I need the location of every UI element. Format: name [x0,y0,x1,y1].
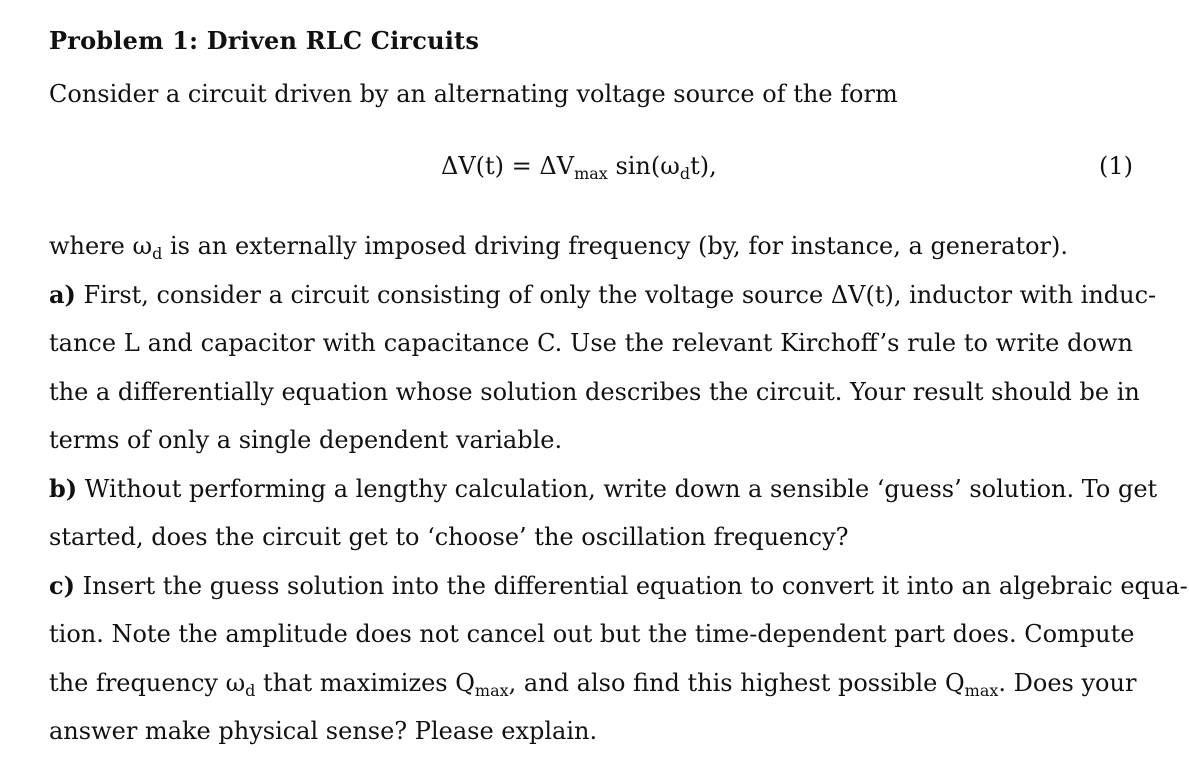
part-c-subscript-3: max [964,681,999,700]
part-c-text-3d: . Does your [998,669,1137,697]
where-pre: where ω [49,232,153,260]
equation-rhs-subscript: d [679,164,691,183]
equation-lhs: ΔV(t) = ΔV [441,152,575,180]
part-a-line-2: tance L and capacitor with capacitance C. Use the relevant Kirchoff’s rule to write down [49,329,1133,357]
part-b-text-1: Without performing a lengthy calculation, write down a sensible ‘guess’ solution. To get [77,475,1158,503]
where-line [49,231,1133,261]
problem-heading: Problem 1: Driven RLC Circuits [49,26,480,55]
part-c-line-4: answer make physical sense? Please explain. [49,717,598,745]
part-c-text-3a: the frequency ω [49,669,246,697]
intro-text: Consider a circuit driven by an alternating voltage source of the form [49,80,898,108]
part-a-line-3: the a differentially equation whose solution describes the circuit. Your result should be in [49,378,1140,406]
part-c-line-1 [49,571,1188,601]
part-c-text-3b: that maximizes Q [255,669,475,697]
part-c-line-2: tion. Note the amplitude does not cancel out but the time-dependent part does. Compute [49,620,1135,648]
equation-lhs-subscript: max [574,164,608,183]
part-a-text-1: First, consider a circuit consisting of only the voltage source ΔV(t), inductor with induc- [75,281,1157,309]
part-c-subscript-2: max [474,681,509,700]
part-b-line-2: started, does the circuit get to ‘choose’ the oscillation frequency? [49,523,849,551]
part-c-text-1: Insert the guess solution into the differential equation to convert it into an algebraic equa- [74,572,1188,600]
where-subscript: d [152,244,163,263]
part-c-label: c) [49,571,75,600]
equation-number: (1) [1099,152,1133,180]
part-c-line-3 [49,668,1137,700]
part-b-line-1 [49,474,1158,504]
voltage-equation [441,152,717,183]
equation-rhs-end: t), [690,152,717,180]
part-b-label: b) [49,474,78,503]
part-a-line-4: terms of only a single dependent variable. [49,426,563,454]
equation-rhs: sin(ω [607,152,680,180]
where-post: is an externally imposed driving frequency (by, for instance, a generator). [162,232,1069,260]
part-a-label: a) [49,280,76,309]
part-c-subscript-1: d [245,681,256,700]
part-c-text-3c: , and also find this highest possible Q [508,669,965,697]
part-a-line-1 [49,280,1157,310]
